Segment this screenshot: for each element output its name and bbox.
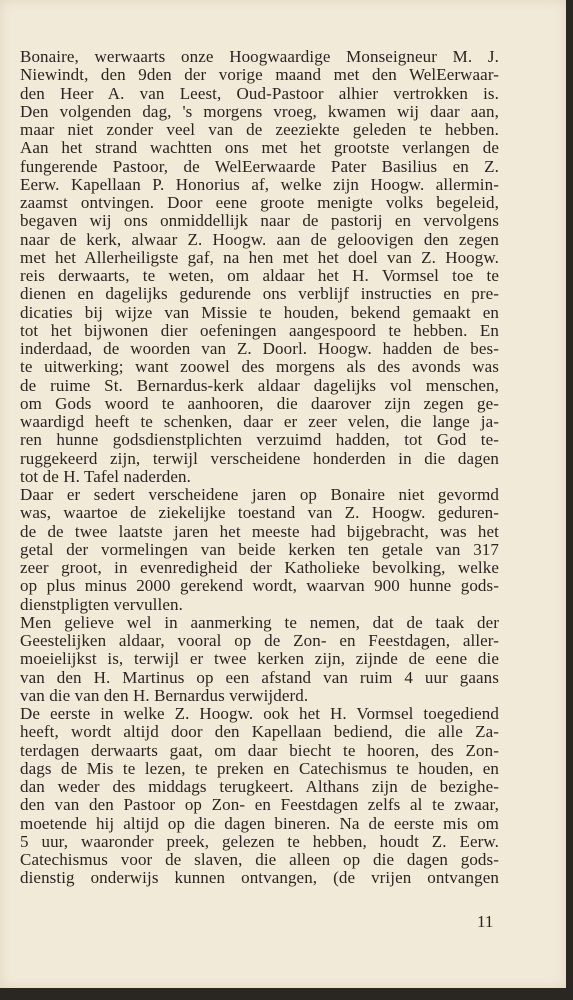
text-line: van den H. Martinus op een afstand van ruim 4 uur gaans xyxy=(20,667,499,687)
text-line: om Gods woord te aanhooren, die daarover zijn zegen ge- xyxy=(20,393,499,413)
text-line: begaven wij ons onmiddellijk naar de pastorij en vervolgens xyxy=(20,211,499,231)
text-line: op plus minus 2000 gerekend wordt, waarvan 900 hunne gods- xyxy=(20,576,499,596)
text-line: den Heer A. van Leest, Oud-Pastoor alhier vertrokken is. xyxy=(20,83,499,103)
text-line: Den volgenden dag, 's morgens vroeg, kwamen wij daar aan, xyxy=(20,101,499,121)
text-line: dienstpligten vervullen. xyxy=(20,594,183,614)
text-line: maar niet zonder veel van de zeeziekte geleden te hebben. xyxy=(20,120,499,139)
text-line: dags de Mis te lezen, te preken en Catechismus te houden, en xyxy=(20,758,499,778)
text-line: de de twee laatste jaren het meeste had bijgebracht, was het xyxy=(20,521,499,541)
text-line: inderdaad, de woorden van Z. Doorl. Hoogw. hadden de bes- xyxy=(20,339,499,358)
text-line: ruggekeerd zijn, terwijl verscheidene honderden in die dagen xyxy=(20,448,499,468)
text-line: te uitwerking; want zoowel des morgens als des avonds was xyxy=(20,357,499,377)
text-line: dienen en dagelijks gedurende ons verblijf instructies en pre- xyxy=(20,284,499,304)
text-line: met het Allerheiligste gaf, na hen met het doel van Z. Hoogw. xyxy=(20,247,499,267)
text-line: Catechismus voor de slaven, die alleen op die dagen gods- xyxy=(20,850,499,869)
text-line: den van den Pastoor op Zon- en Feestdagen zelfs al te zwaar, xyxy=(20,795,499,815)
text-line: dicaties bij wijze van Missie te houden, bekend gemaakt en xyxy=(20,302,499,322)
page-number: 11 xyxy=(477,912,494,931)
text-line: tot de H. Tafel naderden. xyxy=(20,466,191,486)
text-line: terdagen derwaarts gaat, om daar biecht te hooren, des Zon- xyxy=(20,740,499,760)
text-line: tot het bijwonen dier oefeningen aangespoord te hebben. En xyxy=(20,320,499,340)
text-line: waardigd heeft te schenken, daar er zeer velen, die lange ja- xyxy=(20,412,499,431)
text-line: Men gelieve wel in aanmerking te nemen, dat de taak der xyxy=(20,612,499,632)
text-line: Niewindt, den 9den der vorige maand met den WelEerwaar- xyxy=(20,65,499,85)
text-line: Daar er sedert verscheidene jaren op Bonaire niet gevormd xyxy=(20,485,499,504)
text-line: moeielijkst is, terwijl er twee kerken zijn, zijnde de eene die xyxy=(20,649,499,669)
text-line: dienstig onderwijs kunnen ontvangen, (de vrijen ontvangen xyxy=(20,868,499,888)
text-line: zeer groot, in evenredigheid der Katholieke bevolking, welke xyxy=(20,558,499,577)
text-line: De eerste in welke Z. Hoogw. ook het H. Vormsel toegediend xyxy=(20,704,499,723)
text-line: Eerw. Kapellaan P. Honorius af, welke zijn Hoogw. allermin- xyxy=(20,174,499,194)
text-line: ren hunne godsdienstplichten verzuimd hadden, tot God te- xyxy=(20,430,499,450)
body-text xyxy=(20,48,499,888)
text-line: heeft, wordt altijd door den Kapellaan bediend, die alle Za- xyxy=(20,722,499,742)
text-line: getal der vormelingen van beide kerken ten getale van 317 xyxy=(20,539,499,559)
text-line: naar de kerk, alwaar Z. Hoogw. aan de geloovigen den zegen xyxy=(20,229,499,249)
text-line: de ruime St. Bernardus-kerk aldaar dagelijks vol menschen, xyxy=(20,375,499,395)
text-line: Geestelijken aldaar, vooral op de Zon- en Feestdagen, aller- xyxy=(20,631,499,650)
text-line: zaamst ontvingen. Door eene groote menigte volks begeleid, xyxy=(20,193,499,212)
text-line: was, waartoe de ziekelijke toestand van Z. Hoogw. geduren- xyxy=(20,503,499,523)
text-line: Bonaire, werwaarts onze Hoogwaardige Monseigneur M. J. xyxy=(20,47,499,66)
text-line: Aan het strand wachtten ons met het grootste verlangen de xyxy=(20,138,499,158)
text-line: reis derwaarts, te weten, om aldaar het H. Vormsel toe te xyxy=(20,266,499,285)
text-line: van die van den H. Bernardus verwijderd. xyxy=(20,685,309,705)
text-line: fungerende Pastoor, de WelEerwaarde Pater Basilius en Z. xyxy=(20,156,499,176)
text-line: 5 uur, waaronder preek, gelezen te hebben, houdt Z. Eerw. xyxy=(20,831,499,851)
text-line: moetende hij altijd op die dagen bineren. Na de eerste mis om xyxy=(20,813,499,833)
text-line: dan weder des middags terugkeert. Althans zijn de bezighe- xyxy=(20,777,499,796)
